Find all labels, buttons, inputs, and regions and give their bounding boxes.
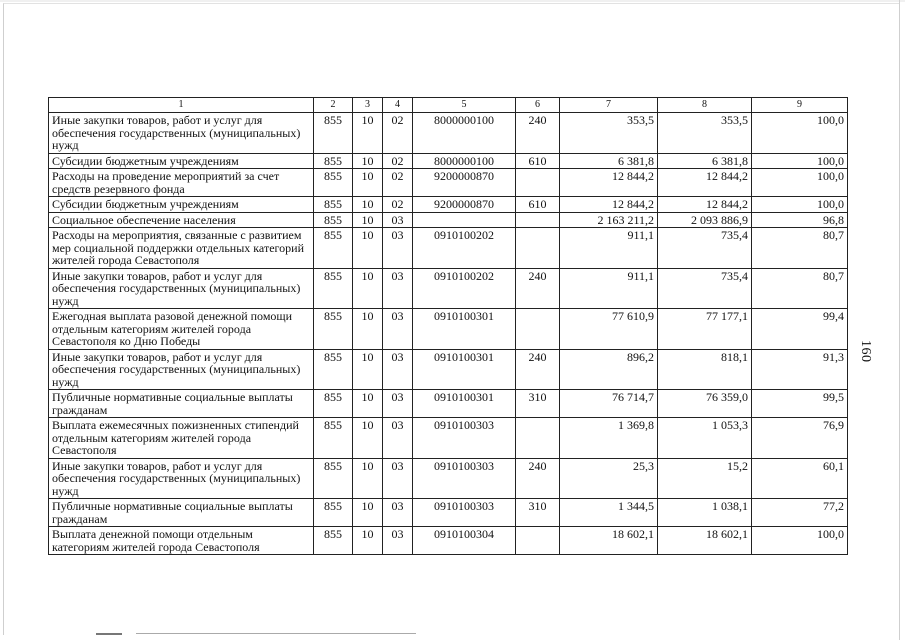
row-planned-amount-cell: 911,1	[560, 268, 658, 309]
scan-artifact-mark	[96, 633, 122, 635]
row-target-article-cell	[413, 212, 516, 228]
row-executed-amount-cell: 735,4	[658, 268, 752, 309]
table-row	[49, 390, 848, 418]
row-section-cell: 10	[353, 153, 383, 169]
table-row	[49, 349, 848, 390]
row-planned-amount-cell: 2 163 211,2	[560, 212, 658, 228]
row-target-article-cell: 0910100202	[413, 268, 516, 309]
row-admin-code-cell: 855	[314, 499, 353, 527]
row-target-article-cell: 0910100304	[413, 527, 516, 555]
row-expense-type-cell: 610	[516, 197, 560, 213]
col-header-3: 3	[353, 98, 383, 113]
budget-execution-table	[48, 97, 848, 555]
row-planned-amount-cell: 77 610,9	[560, 309, 658, 350]
row-subsection-cell: 02	[383, 153, 413, 169]
row-admin-code-cell: 855	[314, 349, 353, 390]
row-target-article-cell: 0910100303	[413, 458, 516, 499]
row-admin-code-cell: 855	[314, 458, 353, 499]
col-header-6: 6	[516, 98, 560, 113]
row-subsection-cell: 03	[383, 390, 413, 418]
row-executed-amount-cell: 77 177,1	[658, 309, 752, 350]
row-target-article-cell: 0910100303	[413, 499, 516, 527]
row-executed-amount-cell: 6 381,8	[658, 153, 752, 169]
row-target-article-cell: 0910100301	[413, 390, 516, 418]
row-section-cell: 10	[353, 113, 383, 154]
row-section-cell: 10	[353, 197, 383, 213]
table-row	[49, 197, 848, 213]
row-percent-cell: 60,1	[752, 458, 848, 499]
table-row	[49, 228, 848, 269]
table-row	[49, 527, 848, 555]
row-planned-amount-cell: 12 844,2	[560, 197, 658, 213]
row-planned-amount-cell: 12 844,2	[560, 169, 658, 197]
row-subsection-cell: 03	[383, 228, 413, 269]
row-name-cell: Расходы на мероприятия, связанные с развитием мер социальной поддержки отдельных категорий жителей города Севастополя	[49, 228, 314, 269]
row-subsection-cell: 02	[383, 197, 413, 213]
col-header-4: 4	[383, 98, 413, 113]
row-executed-amount-cell: 76 359,0	[658, 390, 752, 418]
row-name-cell: Публичные нормативные социальные выплаты гражданам	[49, 390, 314, 418]
row-target-article-cell: 0910100202	[413, 228, 516, 269]
row-admin-code-cell: 855	[314, 197, 353, 213]
row-admin-code-cell: 855	[314, 113, 353, 154]
row-planned-amount-cell: 18 602,1	[560, 527, 658, 555]
table-row	[49, 309, 848, 350]
row-planned-amount-cell: 353,5	[560, 113, 658, 154]
row-section-cell: 10	[353, 228, 383, 269]
row-section-cell: 10	[353, 499, 383, 527]
row-subsection-cell: 03	[383, 212, 413, 228]
row-subsection-cell: 03	[383, 309, 413, 350]
col-header-2: 2	[314, 98, 353, 113]
row-target-article-cell: 9200000870	[413, 197, 516, 213]
row-expense-type-cell: 240	[516, 349, 560, 390]
table-row	[49, 418, 848, 459]
table-row	[49, 113, 848, 154]
row-name-cell: Выплата денежной помощи отдельным категориям жителей города Севастополя	[49, 527, 314, 555]
row-planned-amount-cell: 911,1	[560, 228, 658, 269]
row-executed-amount-cell: 18 602,1	[658, 527, 752, 555]
row-executed-amount-cell: 12 844,2	[658, 169, 752, 197]
row-section-cell: 10	[353, 527, 383, 555]
row-percent-cell: 99,4	[752, 309, 848, 350]
row-expense-type-cell: 240	[516, 458, 560, 499]
row-section-cell: 10	[353, 169, 383, 197]
row-section-cell: 10	[353, 418, 383, 459]
row-subsection-cell: 03	[383, 527, 413, 555]
row-admin-code-cell: 855	[314, 390, 353, 418]
row-expense-type-cell: 610	[516, 153, 560, 169]
row-percent-cell: 77,2	[752, 499, 848, 527]
row-percent-cell: 76,9	[752, 418, 848, 459]
row-name-cell: Расходы на проведение мероприятий за счет средств резервного фонда	[49, 169, 314, 197]
row-name-cell: Субсидии бюджетным учреждениям	[49, 197, 314, 213]
row-subsection-cell: 02	[383, 169, 413, 197]
row-subsection-cell: 02	[383, 113, 413, 154]
row-planned-amount-cell: 25,3	[560, 458, 658, 499]
row-percent-cell: 91,3	[752, 349, 848, 390]
row-planned-amount-cell: 1 369,8	[560, 418, 658, 459]
row-target-article-cell: 8000000100	[413, 153, 516, 169]
scan-artifact-line	[136, 633, 416, 634]
col-header-9: 9	[752, 98, 848, 113]
row-planned-amount-cell: 76 714,7	[560, 390, 658, 418]
row-executed-amount-cell: 818,1	[658, 349, 752, 390]
row-percent-cell: 100,0	[752, 169, 848, 197]
row-subsection-cell: 03	[383, 458, 413, 499]
row-executed-amount-cell: 1 053,3	[658, 418, 752, 459]
row-executed-amount-cell: 1 038,1	[658, 499, 752, 527]
row-percent-cell: 100,0	[752, 527, 848, 555]
row-name-cell: Выплата ежемесячных пожизненных стипендий отдельным категориям жителей города Севастополя	[49, 418, 314, 459]
row-expense-type-cell	[516, 418, 560, 459]
row-percent-cell: 80,7	[752, 268, 848, 309]
scan-right-edge	[899, 0, 900, 640]
row-name-cell: Социальное обеспечение населения	[49, 212, 314, 228]
row-expense-type-cell: 310	[516, 390, 560, 418]
col-header-5: 5	[413, 98, 516, 113]
row-section-cell: 10	[353, 390, 383, 418]
row-target-article-cell: 9200000870	[413, 169, 516, 197]
row-admin-code-cell: 855	[314, 228, 353, 269]
row-section-cell: 10	[353, 212, 383, 228]
table-header-row	[49, 98, 848, 113]
row-section-cell: 10	[353, 458, 383, 499]
row-target-article-cell: 0910100301	[413, 309, 516, 350]
row-expense-type-cell	[516, 309, 560, 350]
row-planned-amount-cell: 1 344,5	[560, 499, 658, 527]
col-header-7: 7	[560, 98, 658, 113]
row-subsection-cell: 03	[383, 499, 413, 527]
row-admin-code-cell: 855	[314, 418, 353, 459]
row-planned-amount-cell: 6 381,8	[560, 153, 658, 169]
col-header-8: 8	[658, 98, 752, 113]
row-percent-cell: 100,0	[752, 113, 848, 154]
row-subsection-cell: 03	[383, 349, 413, 390]
table-row	[49, 212, 848, 228]
row-admin-code-cell: 855	[314, 309, 353, 350]
row-percent-cell: 99,5	[752, 390, 848, 418]
row-name-cell: Иные закупки товаров, работ и услуг для обеспечения государственных (муниципальных) нужд	[49, 349, 314, 390]
row-admin-code-cell: 855	[314, 153, 353, 169]
row-planned-amount-cell: 896,2	[560, 349, 658, 390]
row-expense-type-cell	[516, 169, 560, 197]
row-section-cell: 10	[353, 349, 383, 390]
row-name-cell: Субсидии бюджетным учреждениям	[49, 153, 314, 169]
col-header-1: 1	[49, 98, 314, 113]
row-admin-code-cell: 855	[314, 527, 353, 555]
row-admin-code-cell: 855	[314, 268, 353, 309]
row-target-article-cell: 0910100301	[413, 349, 516, 390]
table-body	[49, 113, 848, 555]
table-row	[49, 169, 848, 197]
scan-top-shade	[0, 0, 905, 2]
row-expense-type-cell: 310	[516, 499, 560, 527]
row-percent-cell: 96,8	[752, 212, 848, 228]
page-number: 160	[858, 340, 873, 363]
row-expense-type-cell	[516, 228, 560, 269]
table-row	[49, 458, 848, 499]
row-executed-amount-cell: 353,5	[658, 113, 752, 154]
row-target-article-cell: 8000000100	[413, 113, 516, 154]
row-percent-cell: 100,0	[752, 153, 848, 169]
row-name-cell: Иные закупки товаров, работ и услуг для обеспечения государственных (муниципальных) нужд	[49, 458, 314, 499]
row-admin-code-cell: 855	[314, 212, 353, 228]
row-admin-code-cell: 855	[314, 169, 353, 197]
row-name-cell: Ежегодная выплата разовой денежной помощи отдельным категориям жителей города Севастополя ко Дню Победы	[49, 309, 314, 350]
row-expense-type-cell	[516, 527, 560, 555]
row-expense-type-cell	[516, 212, 560, 228]
row-executed-amount-cell: 2 093 886,9	[658, 212, 752, 228]
row-subsection-cell: 03	[383, 418, 413, 459]
row-expense-type-cell: 240	[516, 113, 560, 154]
row-percent-cell: 100,0	[752, 197, 848, 213]
row-subsection-cell: 03	[383, 268, 413, 309]
table-row	[49, 499, 848, 527]
table-row	[49, 268, 848, 309]
row-section-cell: 10	[353, 309, 383, 350]
row-name-cell: Иные закупки товаров, работ и услуг для обеспечения государственных (муниципальных) нужд	[49, 113, 314, 154]
row-percent-cell: 80,7	[752, 228, 848, 269]
row-executed-amount-cell: 15,2	[658, 458, 752, 499]
row-executed-amount-cell: 12 844,2	[658, 197, 752, 213]
row-expense-type-cell: 240	[516, 268, 560, 309]
row-name-cell: Иные закупки товаров, работ и услуг для обеспечения государственных (муниципальных) нужд	[49, 268, 314, 309]
table-row	[49, 153, 848, 169]
row-target-article-cell: 0910100303	[413, 418, 516, 459]
row-section-cell: 10	[353, 268, 383, 309]
row-executed-amount-cell: 735,4	[658, 228, 752, 269]
row-name-cell: Публичные нормативные социальные выплаты гражданам	[49, 499, 314, 527]
